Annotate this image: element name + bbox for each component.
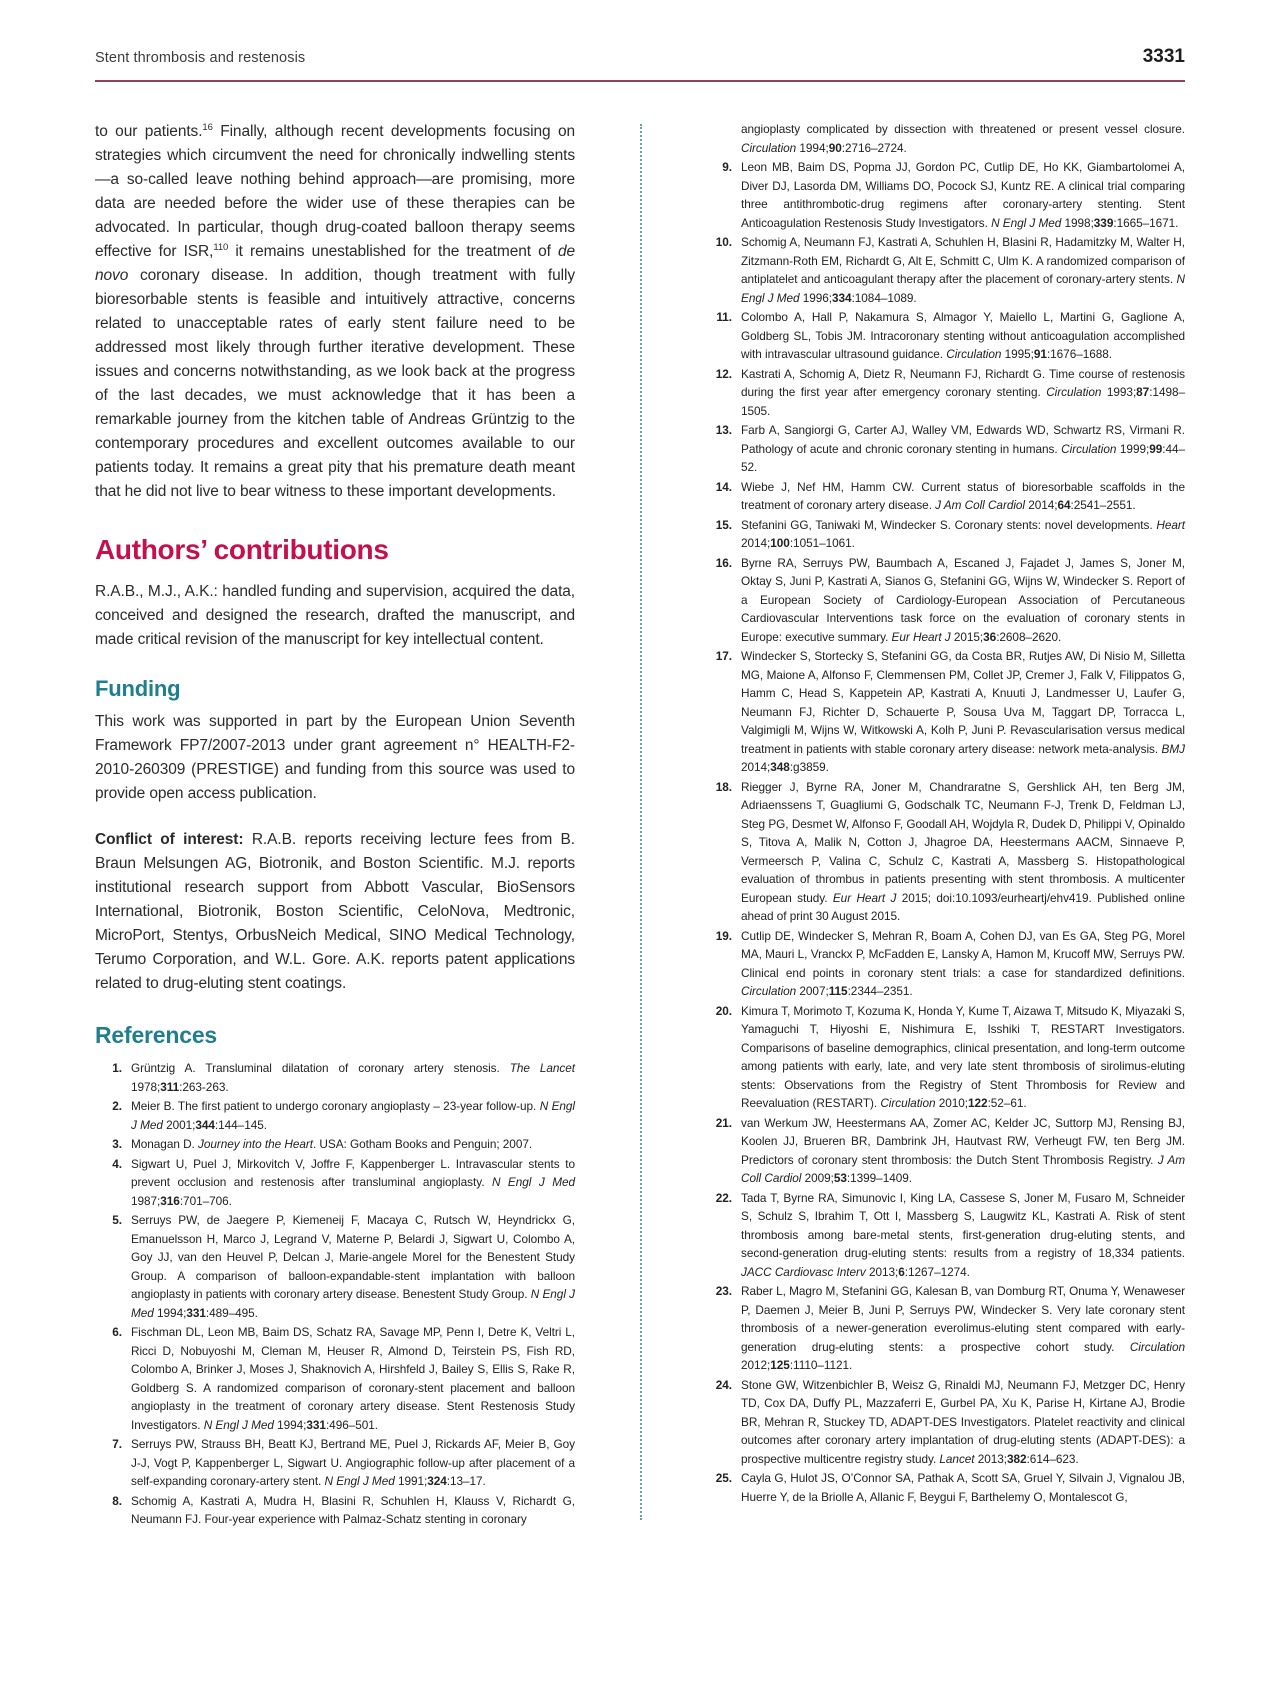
reference-number: 8.: [112, 1493, 122, 1508]
reference-item: [705, 1002, 1185, 1113]
reference-number: 4.: [112, 1156, 122, 1171]
reference-text: Colombo A, Hall P, Nakamura S, Almagor Y, Maiello L, Martini G, Gaglione A, Goldberg SL, Tobis JM. Intracoronary stenting without anticoagulation accomplished with intravascular ultrasound guidance. Circulation 1995;91:1676–1688.: [741, 310, 1185, 361]
reference-text: Raber L, Magro M, Stefanini GG, Kalesan B, van Domburg RT, Onuma Y, Wenaweser P, Daemen J, Meier B, Juni P, Serruys PW, Windecker S. Very late coronary stent thrombosis of a newer-generation everolimus-eluting stent compared with early-generation drug-eluting stents: a prospective cohort study. Circulation 2012;125:1110–1121.: [741, 1284, 1185, 1372]
reference-item: [705, 478, 1185, 515]
reference-item: [95, 1492, 575, 1529]
reference-number: 6.: [112, 1325, 122, 1339]
reference-number: 23.: [715, 1284, 732, 1298]
reference-text: Kimura T, Morimoto T, Kozuma K, Honda Y, Kume T, Aizawa T, Mitsudo K, Miyazaki S, Yamaguchi T, Hiyoshi E, Nishimura E, Isshiki T, RESTART Investigators. Comparisons of baseline demographics, clinical presentation, and long-term outcome among patients with early, late, and very late stent thrombosis of sirolimus-eluting stents: Observations from the Registry of Stent Thrombosis for Review and Reevaluation (RESTART). Circulation 2010;122:52–61.: [741, 1003, 1185, 1110]
funding-heading: Funding: [95, 676, 181, 701]
authors-contributions-paragraph: R.A.B., M.J., A.K.: handled funding and supervision, acquired the data, conceived and designed the research, drafted the manuscript, and made critical revision of the manuscript for key intellectual content.: [95, 583, 575, 648]
reference-number: 17.: [715, 649, 732, 663]
reference-number: 1.: [112, 1061, 122, 1075]
reference-text: Sigwart U, Puel J, Mirkovitch V, Joffre F, Kappenberger L. Intravascular stents to prevent occlusion and restenosis after transluminal angioplasty. N Engl J Med 1987;316:701–706.: [131, 1156, 575, 1208]
reference-number: 18.: [715, 779, 732, 794]
references-list-right: [705, 158, 1185, 1506]
reference-item: [705, 158, 1185, 232]
reference-number: 25.: [715, 1471, 732, 1485]
left-column: [95, 120, 575, 1530]
reference-number: 3.: [112, 1137, 122, 1151]
reference-text: Stefanini GG, Taniwaki M, Windecker S. Coronary stents: novel developments. Heart 2014;100:1051–1061.: [741, 517, 1185, 550]
reference-item: [95, 1155, 575, 1211]
reference-text: Byrne RA, Serruys PW, Baumbach A, Escaned J, Fajadet J, James S, Joner M, Oktay S, Juni P, Kastrati A, Sianos G, Stefanini GG, Wijns W, Windecker S. Report of a European Society of Cardiology-European Association of Percutaneous Cardiovascular Interventions task force on the evaluation of coronary stents in Europe: executive summary. Eur Heart J 2015;36:2608–2620.: [741, 555, 1185, 644]
conflict-of-interest-paragraph: Conflict of interest: R.A.B. reports receiving lecture fees from B. Braun Melsungen AG, Biotronik, and Boston Scientific. M.J. reports institutional research support from Abbott Vascular, BioSensors International, Biotronik, Boston Scientific, CeloNova, Medtronic, MicroPort, Stentys, OrbusNeich Medical, SINO Medical Technology, Terumo Corporation, and W.L. Gore. A.K. reports patent applications related to drug-eluting stent coatings.: [95, 831, 575, 992]
reference-text: Riegger J, Byrne RA, Joner M, Chandraratne S, Gershlick AH, ten Berg JM, Adriaenssens T, Guagliumi G, Godschalk TC, Neumann F-J, Trenk D, Feldman LJ, Steg PG, Desmet W, Alfonso F, Goodall AH, Wojdyla R, Dudek D, Philippi V, Opinaldo S, Titova A, Malik N, Cotton J, Jhagroe DA, Heestermans AACM, Sinnaeve P, Vermeersch P, Valina C, Schulz C, Kastrati A, Massberg S. Histopathological evaluation of thrombus in patients presenting with stent thrombosis. A multicenter European study. Eur Heart J 2015; doi:10.1093/eurheartj/ehv419. Published online ahead of print 30 August 2015.: [741, 779, 1186, 923]
reference-text: Kastrati A, Schomig A, Dietz R, Neumann FJ, Richardt G. Time course of restenosis during the first year after emergency coronary stenting. Circulation 1993;87:1498–1505.: [741, 366, 1185, 418]
reference-8-continuation: angioplasty complicated by dissection with threatened or present vessel closure. Circulation 1994;90:2716–2724.: [741, 122, 1185, 155]
reference-item: [705, 308, 1185, 364]
reference-number: 16.: [715, 555, 732, 570]
reference-item: [705, 516, 1185, 553]
reference-number: 9.: [722, 160, 732, 174]
reference-item: [705, 233, 1185, 307]
reference-item: [705, 554, 1185, 647]
page-header: [0, 0, 1280, 82]
reference-item: [95, 1059, 575, 1096]
reference-text: Schomig A, Kastrati A, Mudra H, Blasini R, Schuhlen H, Klauss V, Richardt G, Neumann FJ. Four-year experience with Palmaz-Schatz stenting in coronary: [131, 1493, 575, 1526]
reference-item: [95, 1211, 575, 1322]
page-number: 3331: [1142, 46, 1185, 67]
reference-item: [95, 1097, 575, 1134]
running-title: Stent thrombosis and restenosis: [95, 50, 306, 66]
reference-item: [705, 421, 1185, 477]
reference-item: [705, 1282, 1185, 1375]
reference-number: 21.: [715, 1115, 732, 1130]
column-divider-dotted: [575, 120, 705, 1530]
reference-item: [705, 1376, 1185, 1469]
reference-text: Windecker S, Stortecky S, Stefanini GG, da Costa BR, Rutjes AW, Di Nisio M, Silletta MG, Maione A, Alfonso F, Clemmensen PM, Collet JP, Cremer J, Falk V, Filippatos G, Hamm C, Head S, Kappetein AP, Kastrati A, Knuuti J, Landmesser U, Laufer G, Neumann FJ, Richter D, Schauerte P, Sousa Uva M, Taggart DP, Torracca L, Valgimigli M, Wijns W, Witkowski A, Kolh P, Juni P. Revascularisation versus medical treatment in patients with stable coronary artery disease: network meta-analysis. BMJ 2014;348:g3859.: [741, 649, 1185, 774]
reference-text: Wiebe J, Nef HM, Hamm CW. Current status of bioresorbable scaffolds in the treatment of coronary artery disease. J Am Coll Cardiol 2014;64:2541–2551.: [741, 479, 1185, 512]
reference-text: van Werkum JW, Heestermans AA, Zomer AC, Kelder JC, Suttorp MJ, Rensing BJ, Koolen JJ, Brueren BR, Dambrink JH, Hautvast RW, Verheugt FW, ten Berg JM. Predictors of coronary stent thrombosis: the Dutch Stent Thrombosis Registry. J Am Coll Cardiol 2009;53:1399–1409.: [741, 1115, 1185, 1185]
reference-item: [705, 647, 1185, 777]
reference-text: Cutlip DE, Windecker S, Mehran R, Boam A, Cohen DJ, van Es GA, Steg PG, Morel MA, Mauri L, Vranckx P, McFadden E, Lansky A, Hamon M, Krucoff MW, Serruys PW. Clinical end points in coronary stent trials: a case for standardized definitions. Circulation 2007;115:2344–2351.: [741, 928, 1185, 998]
right-column: [705, 120, 1185, 1530]
reference-item: [705, 365, 1185, 421]
reference-item: [95, 1323, 575, 1434]
references-heading: References: [95, 1022, 218, 1048]
reference-text: Meier B. The first patient to undergo coronary angioplasty – 23-year follow-up. N Engl J Med 2001;344:144–145.: [131, 1099, 575, 1132]
reference-number: 20.: [715, 1003, 732, 1018]
reference-number: 11.: [716, 310, 732, 324]
reference-text: Cayla G, Hulot JS, O’Connor SA, Pathak A, Scott SA, Gruel Y, Silvain J, Vignalou JB, Huerre Y, de la Briolle A, Allanic F, Beygui F, Barthelemy O, Montalescot G,: [741, 1471, 1185, 1504]
reference-item: [95, 1435, 575, 1491]
reference-number: 13.: [715, 423, 732, 437]
reference-text: Grüntzig A. Transluminal dilatation of coronary artery stenosis. The Lancet 1978;311:263-263.: [131, 1061, 576, 1094]
authors-contributions-heading: Authors’ contributions: [95, 534, 389, 565]
reference-number: 10.: [715, 235, 732, 249]
reference-number: 22.: [715, 1190, 732, 1205]
reference-number: 7.: [112, 1437, 122, 1451]
reference-number: 5.: [112, 1213, 122, 1227]
header-rule: [95, 80, 1185, 82]
reference-text: Farb A, Sangiorgi G, Carter AJ, Walley VM, Edwards WD, Schwartz RS, Virmani R. Pathology of acute and chronic coronary stenting in humans. Circulation 1999;99:44–52.: [741, 423, 1185, 474]
reference-item: [705, 927, 1185, 1001]
reference-number: 14.: [715, 479, 732, 494]
reference-text: Tada T, Byrne RA, Simunovic I, King LA, Cassese S, Joner M, Fusaro M, Schneider S, Schulz S, Ibrahim T, Ott I, Massberg S, Laugwitz KL, Kastrati A. Risk of stent thrombosis among bare-metal stents, first-generation drug-eluting stents, and second-generation drug-eluting stents: results from a registry of 18,334 patients. JACC Cardiovasc Interv 2013;6:1267–1274.: [741, 1190, 1185, 1279]
reference-text: Leon MB, Baim DS, Popma JJ, Gordon PC, Cutlip DE, Ho KK, Giambartolomei A, Diver DJ, Lasorda DM, Williams DO, Pocock SJ, Kuntz RE. A clinical trial comparing three antithrombotic-drug regimens after coronary-artery stenting. Stent Anticoagulation Restenosis Study Investigators. N Engl J Med 1998;339:1665–1671.: [741, 160, 1185, 230]
reference-number: 12.: [715, 366, 732, 381]
reference-text: Stone GW, Witzenbichler B, Weisz G, Rinaldi MJ, Neumann FJ, Metzger DC, Henry TD, Cox DA, Duffy PL, Mazzaferri E, Gurbel PA, Xu K, Parise H, Kirtane AJ, Brodie BR, Mehran R, Stuckey TD, ADAPT-DES Investigators. Platelet reactivity and clinical outcomes after coronary artery implantation of drug-eluting stents (ADAPT-DES): a prospective multicentre registry study. Lancet 2013;382:614–623.: [741, 1377, 1185, 1466]
reference-text: Fischman DL, Leon MB, Baim DS, Schatz RA, Savage MP, Penn I, Detre K, Veltri L, Ricci D, Nobuyoshi M, Cleman M, Heuser R, Almond D, Teirstein PS, Fish RD, Colombo A, Brinker J, Moses J, Shaknovich A, Hirshfeld J, Bailey S, Ellis S, Rake R, Goldberg S. A randomized comparison of coronary-stent placement and balloon angioplasty in the treatment of coronary artery disease. Stent Restenosis Study Investigators. N Engl J Med 1994;331:496–501.: [131, 1325, 575, 1432]
reference-item: [705, 1114, 1185, 1188]
references-list-left: [95, 1059, 575, 1529]
closing-paragraph: to our patients.$^{16}$ Finally, although recent developments focusing on strategies which circumvent the need for chronically indwelling stents—a so-called leave nothing behind approach—are promising, more data are needed before the wider use of these therapies can be advocated. In particular, though drug-coated balloon therapy seems effective for ISR,$^{110}$ it remains unestablished for the treatment of de novo coronary disease. In addition, though treatment with fully bioresorbable stents is feasible and intuitively attractive, concerns related to unacceptable rates of early stent failure need to be addressed most likely through further iterative development. These issues and concerns notwithstanding, as we look back at the progress of the last decades, we must acknowledge that it has been a remarkable journey from the kitchen table of Andreas Grüntzig to the contemporary procedures and excellent outcomes available to our patients today. It remains a great pity that his premature death meant that he did not live to bear witness to these important developments.: [95, 121, 575, 500]
reference-item: [705, 778, 1185, 926]
reference-text: Serruys PW, Strauss BH, Beatt KJ, Bertrand ME, Puel J, Rickards AF, Meier B, Goy J-J, Vogt P, Kappenberger L, Sigwart U. Angiographic follow-up after placement of a self-expanding coronary-artery stent. N Engl J Med 1991;324:13–17.: [131, 1437, 575, 1488]
two-column-content: [0, 90, 1280, 1530]
reference-number: 15.: [715, 517, 732, 532]
reference-number: 24.: [715, 1377, 732, 1392]
reference-item: [95, 1135, 575, 1154]
reference-item: [705, 1469, 1185, 1506]
reference-item: [705, 1189, 1185, 1282]
funding-paragraph: This work was supported in part by the European Union Seventh Framework FP7/2007-2013 under grant agreement n° HEALTH-F2-2010-260309 (PRESTIGE) and funding from this source was used to provide open access publication.: [95, 713, 575, 802]
reference-text: Serruys PW, de Jaegere P, Kiemeneij F, Macaya C, Rutsch W, Heyndrickx G, Emanuelsson H, Marco J, Legrand V, Materne P, Belardi J, Sigwart U, Colombo A, Goy JJ, van den Heuvel P, Delcan J, Marie-angele Morel for the Benestent Study Group. A comparison of balloon-expandable-stent implantation with balloon angioplasty in patients with coronary artery disease. Benestent Study Group. N Engl J Med 1994;331:489–495.: [131, 1213, 575, 1320]
reference-number: 19.: [715, 928, 732, 943]
reference-number: 2.: [112, 1099, 122, 1113]
reference-text: Schomig A, Neumann FJ, Kastrati A, Schuhlen H, Blasini R, Hadamitzky M, Walter H, Zitzmann-Roth EM, Richardt G, Alt E, Schmitt C, Ulm K. A randomized comparison of antiplatelet and anticoagulant therapy after the placement of coronary-artery stents. N Engl J Med 1996;334:1084–1089.: [741, 235, 1185, 305]
reference-text: Monagan D. Journey into the Heart. USA: Gotham Books and Penguin; 2007.: [131, 1137, 533, 1151]
